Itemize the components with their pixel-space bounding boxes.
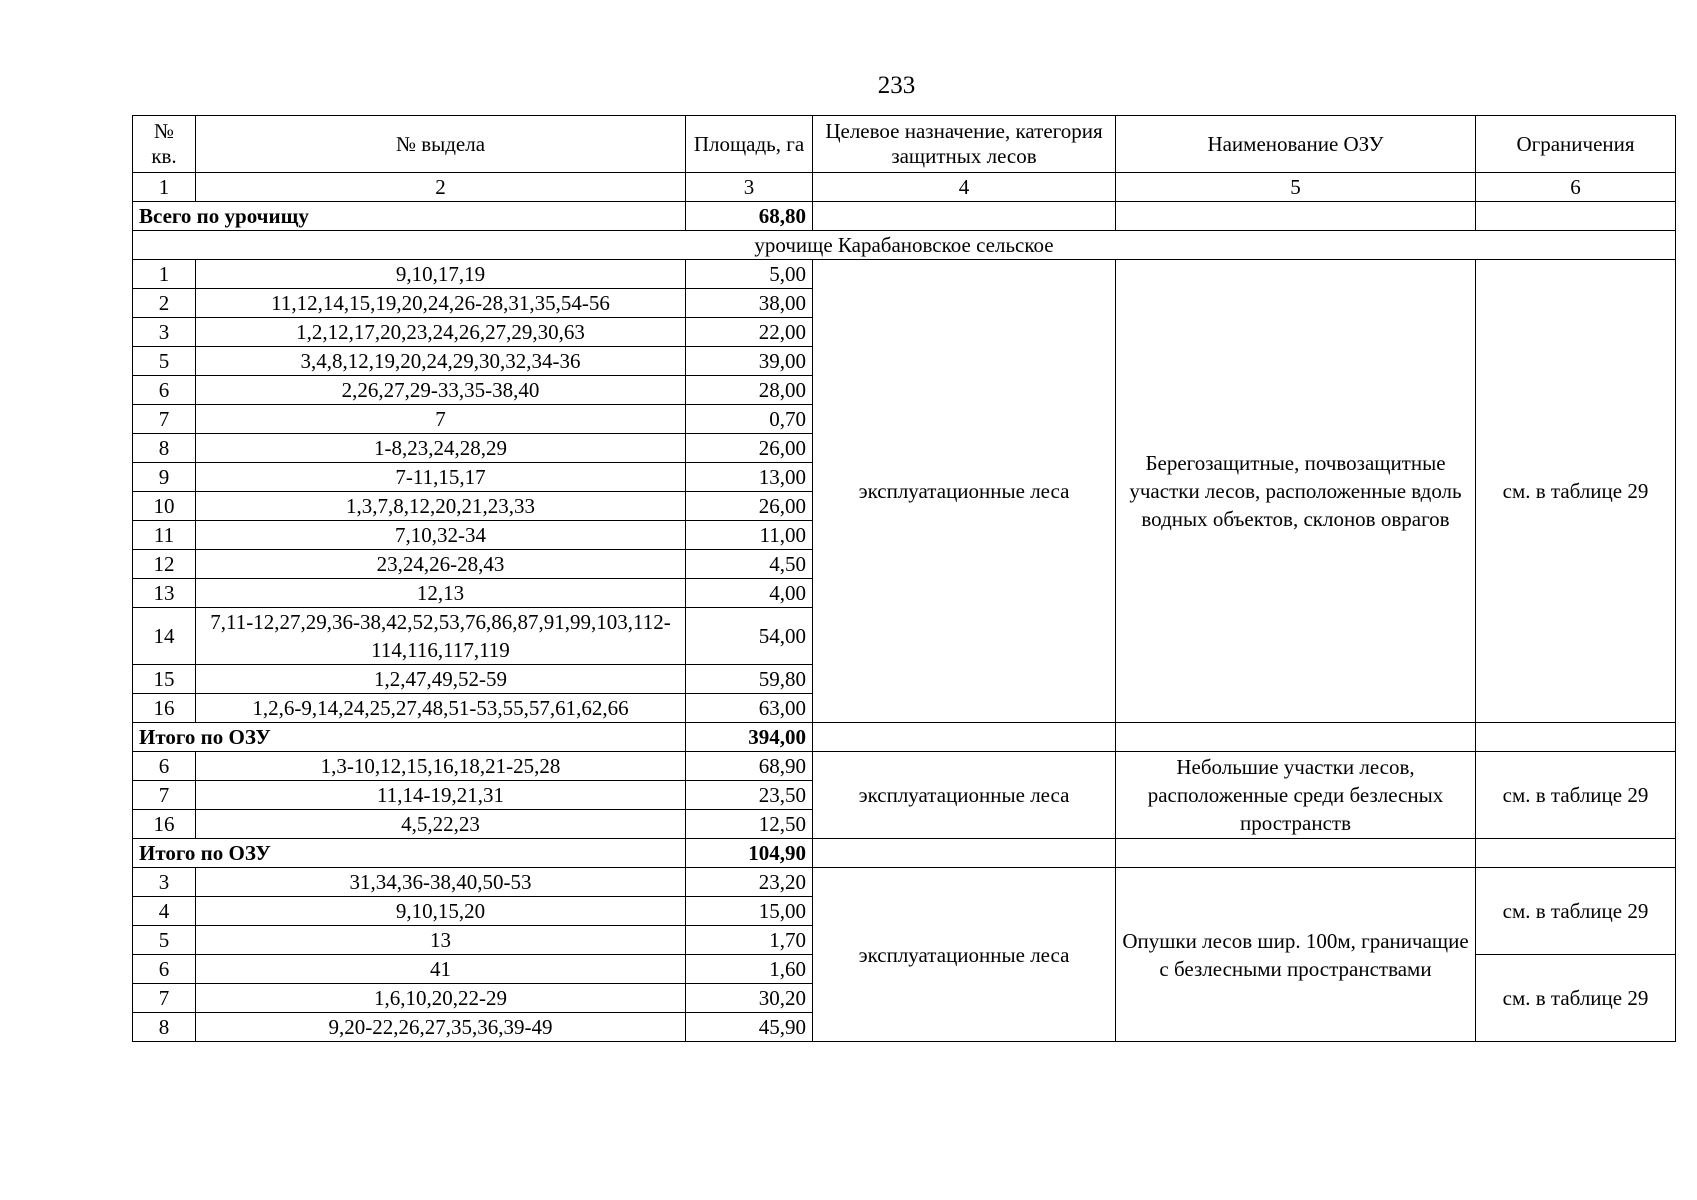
header-kv: № кв. [133,116,196,173]
vydel-cell: 23,24,26-28,43 [196,550,686,579]
kv-cell: 5 [133,347,196,376]
kv-cell: 7 [133,984,196,1013]
header-row [133,116,1676,173]
vydel-cell: 1,6,10,20,22-29 [196,984,686,1013]
header-limits: Ограничения [1476,116,1676,173]
area-cell: 30,20 [686,984,813,1013]
total-label: Итого по ОЗУ [133,839,686,868]
area-cell: 22,00 [686,318,813,347]
area-cell: 4,50 [686,550,813,579]
column-number: 4 [813,173,1116,202]
vydel-cell: 41 [196,955,686,984]
area-cell: 23,20 [686,868,813,897]
vydel-cell: 1,2,47,49,52-59 [196,665,686,694]
area-cell: 13,00 [686,463,813,492]
kv-cell: 5 [133,926,196,955]
kv-cell: 16 [133,694,196,723]
column-number-row [133,173,1676,202]
total-value: 394,00 [686,723,813,752]
vydel-cell: 11,14-19,21,31 [196,781,686,810]
table-row [133,260,1676,289]
vydel-cell: 4,5,22,23 [196,810,686,839]
area-cell: 26,00 [686,434,813,463]
purpose-cell: эксплуатационные леса [813,260,1116,723]
ozu-cell: Опушки лесов шир. 100м, граничащие с безлесными пространствами [1116,868,1476,1042]
vydel-cell: 1,2,6-9,14,24,25,27,48,51-53,55,57,61,62,66 [196,694,686,723]
vydel-cell: 7,11-12,27,29,36-38,42,52,53,76,86,87,91,99,103,112-114,116,117,119 [196,608,686,665]
kv-cell: 6 [133,752,196,781]
area-cell: 54,00 [686,608,813,665]
area-cell: 0,70 [686,405,813,434]
vydel-cell: 3,4,8,12,19,20,24,29,30,32,34-36 [196,347,686,376]
total-urochishche-row [133,202,1676,231]
kv-cell: 3 [133,318,196,347]
purpose-cell: эксплуатационные леса [813,868,1116,1042]
vydel-cell: 31,34,36-38,40,50-53 [196,868,686,897]
header-ozu: Наименование ОЗУ [1116,116,1476,173]
vydel-cell: 1-8,23,24,28,29 [196,434,686,463]
kv-cell: 9 [133,463,196,492]
limits-cell: см. в таблице 29 [1476,868,1676,955]
total-urochishche-label: Всего по урочищу [133,202,686,231]
total-row [133,839,1676,868]
protected-areas-table [132,115,1676,1042]
kv-cell: 6 [133,955,196,984]
total-label: Итого по ОЗУ [133,723,686,752]
vydel-cell: 1,3-10,12,15,16,18,21-25,28 [196,752,686,781]
vydel-cell: 1,2,12,17,20,23,24,26,27,29,30,63 [196,318,686,347]
kv-cell: 16 [133,810,196,839]
vydel-cell: 7-11,15,17 [196,463,686,492]
empty-cell [813,839,1116,868]
area-cell: 4,00 [686,579,813,608]
area-cell: 45,90 [686,1013,813,1042]
area-cell: 23,50 [686,781,813,810]
empty-cell [1116,839,1476,868]
area-cell: 28,00 [686,376,813,405]
ozu-cell: Небольшие участки лесов, расположенные среди безлесных пространств [1116,752,1476,839]
table-row [133,752,1676,781]
header-vydel: № выдела [196,116,686,173]
empty-cell [813,202,1116,231]
area-cell: 59,80 [686,665,813,694]
limits-cell: см. в таблице 29 [1476,260,1676,723]
column-number: 3 [686,173,813,202]
vydel-cell: 9,10,15,20 [196,897,686,926]
kv-cell: 13 [133,579,196,608]
header-area: Площадь, га [686,116,813,173]
kv-cell: 12 [133,550,196,579]
vydel-cell: 13 [196,926,686,955]
purpose-cell: эксплуатационные леса [813,752,1116,839]
area-cell: 1,70 [686,926,813,955]
vydel-cell: 12,13 [196,579,686,608]
area-cell: 5,00 [686,260,813,289]
kv-cell: 8 [133,1013,196,1042]
section-title-row [133,231,1676,260]
kv-cell: 2 [133,289,196,318]
kv-cell: 4 [133,897,196,926]
area-cell: 26,00 [686,492,813,521]
vydel-cell: 9,20-22,26,27,35,36,39-49 [196,1013,686,1042]
vydel-cell: 1,3,7,8,12,20,21,23,33 [196,492,686,521]
column-number: 2 [196,173,686,202]
kv-cell: 7 [133,405,196,434]
area-cell: 12,50 [686,810,813,839]
ozu-cell: Берегозащитные, почвозащитные участки лесов, расположенные вдоль водных объектов, склонов оврагов [1116,260,1476,723]
kv-cell: 8 [133,434,196,463]
empty-cell [1116,202,1476,231]
header-purpose: Целевое назначение, категория защитных лесов [813,116,1116,173]
limits-cell: см. в таблице 29 [1476,955,1676,1042]
kv-cell: 6 [133,376,196,405]
total-value: 104,90 [686,839,813,868]
total-row [133,723,1676,752]
kv-cell: 11 [133,521,196,550]
kv-cell: 10 [133,492,196,521]
kv-cell: 14 [133,608,196,665]
empty-cell [1476,839,1676,868]
area-cell: 68,90 [686,752,813,781]
area-cell: 15,00 [686,897,813,926]
empty-cell [813,723,1116,752]
table-row [133,868,1676,897]
kv-cell: 15 [133,665,196,694]
empty-cell [1476,202,1676,231]
kv-cell: 3 [133,868,196,897]
section-title: урочище Карабановское сельское [133,231,1676,260]
empty-cell [1476,723,1676,752]
column-number: 5 [1116,173,1476,202]
column-number: 1 [133,173,196,202]
empty-cell [1116,723,1476,752]
vydel-cell: 2,26,27,29-33,35-38,40 [196,376,686,405]
area-cell: 11,00 [686,521,813,550]
vydel-cell: 7 [196,405,686,434]
kv-cell: 1 [133,260,196,289]
vydel-cell: 7,10,32-34 [196,521,686,550]
vydel-cell: 11,12,14,15,19,20,24,26-28,31,35,54-56 [196,289,686,318]
kv-cell: 7 [133,781,196,810]
column-number: 6 [1476,173,1676,202]
area-cell: 63,00 [686,694,813,723]
area-cell: 39,00 [686,347,813,376]
total-urochishche-value: 68,80 [686,202,813,231]
vydel-cell: 9,10,17,19 [196,260,686,289]
area-cell: 1,60 [686,955,813,984]
page-number: 233 [877,72,916,99]
limits-cell: см. в таблице 29 [1476,752,1676,839]
area-cell: 38,00 [686,289,813,318]
